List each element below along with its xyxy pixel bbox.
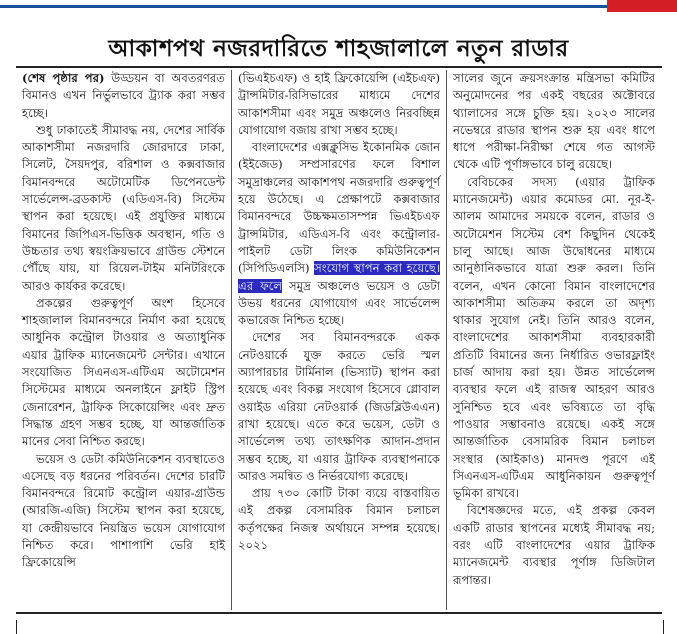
paragraph-text: বাংলাদেশের এক্সক্লুসিভ ইকোনমিক জোন (ইইজেড) সম্প্রসারণের ফলে বিশাল সমুদ্রাঞ্চলের আকাশপথ নজরদারি গুরুত্বপূর্ণ হয়ে উঠেছে। এ প্রেক্ষাপটে কক্সবাজার বিমানবন্দরে উচ্চক্ষমতাসম্পন্ন ভিএইচএফ ট্রান্সমিটার, এডিএস-বি এবং কন্ট্রোলার-পাইলট ডেটা লিংক কমিউনিকেশন (সিপিডিএলসি) [238, 140, 440, 276]
masthead-strip [0, 0, 677, 14]
paragraph: বিশেষজ্ঞদের মতে, এই প্রকল্প কেবল একটি রাডার স্থাপনের মধ্যেই সীমাবদ্ধ নয়; বরং এটি বাংলাদেশের এয়ার ট্রাফিক ম্যানেজমেন্ট ব্যবস্থার পূর্ণাঙ্গ ডিজিটাল রূপান্তর। [453, 503, 655, 587]
paragraph-text: সমুদ্র অঞ্চলেও ভয়েস ও ডেটা উভয় ধরনের যোগাযোগ এবং সার্ভেলেন্স কভারেজ নিশ্চিত হচ্ছে। [238, 278, 440, 328]
paragraph: দেশের সব বিমানবন্দরকে একক নেটওয়ার্কে যুক্ত করতে ভেরি স্মল অ্যাপারচার টার্মিনাল (ভিস্যাট) স্থাপন করা হয়েছে এবং বিকল্প সংযোগ হিসেবে গ্লোবাল ওয়াইড এরিয়া নেটওয়ার্ক (জিডব্লিউএএন) রাখা হয়েছে। এতে করে ভয়েস, ডেটা ও সার্ভেলেন্স তথ্য তাৎক্ষণিক আদান-প্রদান সম্ভব হচ্ছে, যা এয়ার ট্রাফিক ব্যবস্থাপনাকে আরও সমন্বিত ও নির্ভরযোগ্য করেছে। [238, 330, 440, 483]
headline-rule [16, 66, 662, 68]
paragraph: বেবিচকের সদস্য (এয়ার ট্রাফিক ম্যানেজমেন্ট) এয়ার কমোডর মো. নূর-ই-আলম আমাদের সময়কে বলেন, রাডার ও অটোমেশন সিস্টেম বেশ কিছুদিন থেকেই চালু আছে। আজ উদ্বোধনের মাধ্যমে আনুষ্ঠানিকভাবে যাত্রা শুরু করল। তিনি বলেন, এখন কোনো বিমান বাংলাদেশের আকাশসীমা অতিক্রম করলে তা অদৃশ্য থাকার সুযোগ নেই। তিনি আরও বলেন, বাংলাদেশের আকাশসীমা ব্যবহারকারী প্রতিটি বিমানের জন্য নির্ধারিত ওভারফ্লাইং চার্জ আদায় করা হয়। উন্নত সার্ভেলেন্স ব্যবস্থার ফলে এই রাজস্ব আহরণ আরও সুনিশ্চিত হবে এবং ভবিষ্যতে তা বৃদ্ধি পাওয়ার সম্ভাবনাও রয়েছে। একই সঙ্গে আন্তর্জাতিক বেসামরিক বিমান চলাচল সংস্থার (আইকাও) মানদণ্ড পূরণে এই সিএনএস-এটিএম আধুনিকায়ন গুরুত্বপূর্ণ ভূমিকা রাখবে। [453, 174, 655, 501]
paragraph [238, 139, 440, 329]
paragraph: শুধু ঢাকাতেই সীমাবদ্ধ নয়, দেশের সার্বিক আকাশসীমা নজরদারি জোরদারে ঢাকা, সিলেট, সৈয়দপুর, বরিশাল ও কক্সবাজার বিমানবন্দরে অটোমেটিক ডিপেনডেন্ট সার্ভেলেন্স-ব্রডকাস্ট (এডিএস-বি) সিস্টেম স্থাপন করা হয়েছে। এই প্রযুক্তির মাধ্যমে বিমানের জিপিএস-ভিত্তিক অবস্থান, গতি ও উচ্চতার তথ্য স্বয়ংক্রিয়ভাবে গ্রাউন্ড স্টেশনে পৌঁছে যায়, যা রিয়েল-টাইম মনিটরিংকে আরও কার্যকর করেছে। [22, 122, 225, 293]
column-2 [231, 70, 446, 610]
paragraph [22, 70, 225, 122]
article-headline: আকাশপথ নজরদারিতে শাহজালালে নতুন রাডার [108, 36, 569, 62]
paragraph-text: উড্ডয়ন বা অবতরণরত বিমানও এখন নির্ভুলভাবে ট্র্যাক করা সম্ভব হচ্ছে। [22, 71, 225, 120]
column-3 [446, 70, 661, 610]
article-body [16, 70, 662, 610]
paragraph: প্রায় ৭৩০ কোটি টাকা ব্যয়ে বাস্তবায়িত এই প্রকল্প বেসামরিক বিমান চলাচল কর্তৃপক্ষের নিজস্ব অর্থায়নে সম্পন্ন হয়েছে। ২০২১ [238, 486, 440, 553]
column-1 [16, 70, 231, 610]
paragraph: প্রকল্পের গুরুত্বপূর্ণ অংশ হিসেবে শাহজালাল বিমানবন্দরে নির্মাণ করা হয়েছে আধুনিক কন্ট্রোল টাওয়ার ও অত্যাধুনিক এয়ার ট্রাফিক ম্যানেজমেন্ট সেন্টার। এখানে সংযোজিত সিএনএস-এটিএম অটোমেশন সিস্টেমের মাধ্যমে অনলাইনে ফ্লাইট স্ট্রিপ জেনারেশন, ট্রাফিক সিকোয়েন্সিং এবং দ্রুত সিদ্ধান্ত গ্রহণ সম্ভব হচ্ছে, যা আন্তর্জাতিক মানের সেবা নিশ্চিত করছে। [22, 295, 225, 449]
bottom-rule [16, 612, 662, 614]
masthead-red-accent [607, 0, 677, 12]
paragraph: (ভিএইচএফ) ও হাই ফ্রিকোয়েন্সি (এইচএফ) ট্রান্সমিটার-রিসিভারের মাধ্যমে দেশের আকাশসীমা এবং সমুদ্র অঞ্চলেও নিরবচ্ছিন্ন যোগাযোগ বজায় রাখা সম্ভব হচ্ছে। [238, 71, 440, 137]
next-article-frame [16, 620, 664, 634]
masthead-blue-line [0, 5, 607, 8]
paragraph: সালের জুনে ক্রয়সংক্রান্ত মন্ত্রিসভা কমিটির অনুমোদনের পর একই বছরের অক্টোবরে থ্যালাসের সঙ্গে চুক্তি হয়। ২০২৩ সালের নভেম্বরে রাডার স্থাপন শুরু হয় এবং ধাপে ধাপে পরীক্ষা-নিরীক্ষা শেষে গত আগস্ট থেকে এটি পূর্ণাঙ্গভাবে চালু রয়েছে। [453, 71, 655, 172]
highlighted-text: সংযোগ স্থাপন করা হয়েছে। এর ফলে [238, 261, 440, 293]
continuation-lead: (শেষ পৃষ্ঠার পর) [22, 71, 105, 85]
paragraph: ভয়েস ও ডেটা কমিউনিকেশন ব্যবস্থাতেও এসেছে বড় ধরনের পরিবর্তন। দেশের চারটি বিমানবন্দরে রিমোট কন্ট্রোল এয়ার-গ্রাউন্ড (আরজি-এজি) সিস্টেম স্থাপন করা হয়েছে, যা কেন্দ্রীয়ভাবে নিয়ন্ত্রিত ভয়েস যোগাযোগ নিশ্চিত করে। পাশাপাশি ভেরি হাই ফ্রিকোয়েন্সি [22, 451, 225, 570]
